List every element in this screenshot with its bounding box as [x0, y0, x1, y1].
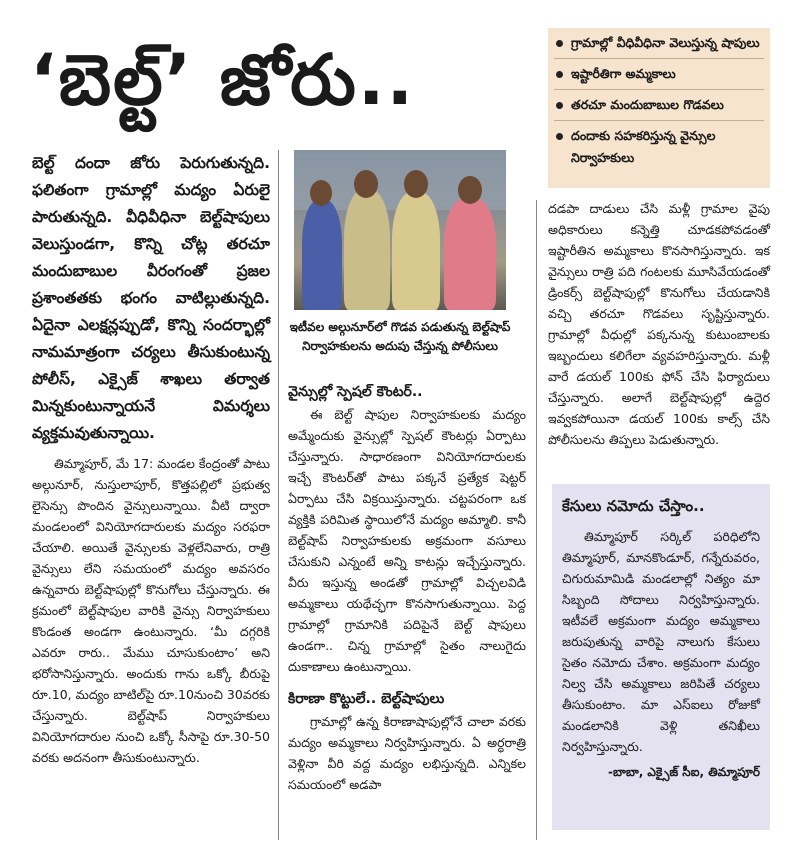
highlight-item — [554, 125, 764, 169]
column-2-paragraph: ఈ బెల్ట్‌ షాపుల నిర్వాహకులకు మద్యం అమ్మేందుకు వైన్సుల్లో స్పెషల్‌ కౌంటర్లు ఏర్పాటు చేస్తున్నారు. సాధారణంగా వినియోగదారులకు ఇచ్చే కౌంటర్‌తో పాటు పక్కనే ప్రత్యేక షెట్టర్‌ ఏర్పాటు చేసి విక్రయిస్తున్నారు. చట్టపరంగా ఒక వ్యక్తికి పరిమిత స్థాయిలోనే మద్యం అమ్మాలి. కానీ బెల్ట్‌షాప్‌ నిర్వాహకులకు అక్రమంగా వసూలు చేసుకుని ఎన్నంటే అన్ని కాటన్లు ఇచ్చేస్తున్నారు. వీరు ఇస్తున్న అండతో గ్రామాల్లో విచ్చలవిడి అమ్మకాలు యథేచ్ఛగా కొనసాగుతున్నాయి. పెద్ద గ్రామాల్లో గ్రామానికి పదిపైనే బెల్ట్‌ షాపులు ఉండగా.. చిన్న గ్రామాల్లో సైతం నాలుగైదు దుకాణాలు ఉంటున్నాయి. — [288, 407, 526, 674]
column-2 — [288, 380, 526, 795]
photo-caption: ఇటీవల అల్గునూర్‌లో గొడవ పడుతున్న బెల్ట్‌షాప్‌ నిర్వాహకులను అదుపు చేస్తున్న పోలీసులు — [289, 320, 511, 353]
quote-box — [552, 484, 770, 830]
column-2-paragraph: గ్రామాల్లో ఉన్న కిరాణాషాపుల్లోనే చాలా వరకు మద్యం అమ్మకాలు నిర్వహిస్తున్నారు. ఏ అర్ధరాత్రి వెళ్లినా వీరి వద్ద మద్యం లభిస్తున్నది. ఎన్నికల సమయంలో అడపా — [288, 714, 526, 792]
divider — [554, 120, 764, 121]
column-1-paragraph: తిమ్మాపూర్‌, మే 17: మండల కేంద్రంతో పాటు అల్గునూర్‌, నుస్తులాపూర్‌, కొత్తపల్లిలో ప్రభుత్వ లైసెన్సు పొందిన వైన్సులున్నాయి. వీటి ద్వారా మండలంలో వినియోగదారులకు మద్యం సరఫరా చేయాలి. అయితే వైన్సులకు వెళ్లలేనివారు, రాత్రి వైన్సులు లేని సమయంలో మద్యం అవసరం ఉన్నవారు బెల్ట్‌షాపుల్లో కొనుగోలు చేస్తున్నారు. ఈ క్రమంలో బెల్ట్‌షాపుల వారికి వైన్సు నిర్వాహకులు కొండంత అండగా ఉంటున్నారు. ‘మీ దగ్గరికి ఎవరూ రారు.. మేము చూసుకుంటాం’ అని భరోసానిస్తున్నారు. అందుకు గాను ఒక్కో బీరుపై రూ.10, మద్యం బాటిల్‌పై రూ.10నుంచి 30వరకు చేస్తున్నారు. బెల్ట్‌షాప్‌ నిర్వాహకులు వినియోగదారుల నుంచి ఒక్కో సీసాపై రూ.30-50 వరకు అదనంగా తీసుకుంటున్నారు. — [32, 456, 270, 765]
highlight-text: తరచూ మందుబాబుల గొడవలు — [571, 97, 724, 112]
box-title: కేసులు నమోదు చేస్తాం.. — [562, 497, 705, 515]
highlights-box — [548, 28, 770, 188]
subheading: వైన్సుల్లో స్పెషల్‌ కౌంటర్‌.. — [288, 384, 423, 400]
subheading: కిరాణా కొట్టులే.. బెల్ట్‌షాపులు — [288, 691, 445, 707]
column-3-paragraph: దడపా దాడులు చేసి మళ్లీ గ్రామాల వైపు అధికారులు కన్నెత్తి చూడకపోవడంతో ఇష్టారీతిన అమ్మకాలు కొనసాగిస్తున్నారు. ఇక వైన్సులు రాత్రి పది గంటలకు మూసివేయడంతో డ్రింకర్స్‌ బెల్ట్‌షాపుల్లో కొనుగోలు చేయడానికి వచ్చి తరచూ గొడవలు సృష్టిస్తున్నారు. గ్రామాల్లో వీధుల్లో పక్కనున్న కుటుంబాలకు ఇబ్బందులు కలిగేలా వ్యవహరిస్తున్నారు. మళ్లీ వారే డయల్‌ 100కు ఫోన్‌ చేసి ఫిర్యాదులు చేస్తున్నారు. అలాగే బెల్ట్‌షాపుల్లో ఉద్దెర ఇవ్వకపోయినా డయల్‌ 100కు కాల్స్‌ చేసి పోలీసులను తిప్పలు పెడుతున్నారు. — [548, 201, 770, 447]
highlight-text: గ్రామాల్లో వీధివీధినా వెలుస్తున్న షాపులు — [571, 35, 760, 50]
column-3 — [548, 198, 770, 450]
news-photo — [294, 150, 506, 310]
highlight-item — [554, 63, 764, 85]
highlight-text: దందాకు సహకరిస్తున్న వైన్సుల నిర్వాహకులు — [571, 128, 716, 165]
bullet-icon — [556, 102, 563, 109]
bullet-icon — [556, 40, 563, 47]
column-divider — [536, 200, 537, 840]
bullet-icon — [556, 133, 563, 140]
box-paragraph: తిమ్మాపూర్‌ సర్కిల్‌ పరిధిలోని తిమ్మాపూర్‌, మానకొండూర్‌, గన్నేరువరం, చిగురుమామిడి మండలాల్లో నిత్యం మా సిబ్బంది సోదాలు నిర్వహిస్తున్నారు. ఇటీవలే అక్రమంగా మద్యం అమ్మకాలు జరుపుతున్న వారిపై నాలుగు కేసులు సైతం నమోదు చేశాం. అక్రమంగా మద్యం నిల్వ చేసి అమ్మకాలు జరిపితే చర్యలు తీసుకుంటాం. మా ఎస్‌ఐలు రోజుకో మండలానికి వెళ్లి తనిఖీలు నిర్వహిస్తున్నారు. — [562, 529, 760, 754]
divider — [554, 58, 764, 59]
divider — [554, 89, 764, 90]
lead-paragraph: బెల్ట్‌ దందా జోరు పెరుగుతున్నది. ఫలితంగా గ్రామాల్లో మద్యం ఏరులై పారుతున్నది. వీధివీధినా బెల్ట్‌షాపులు వెలుస్తుండగా, కొన్ని చోట్ల తరచూ మందుబాబుల వీరంగంతో ప్రజల ప్రశాంతతకు భంగం వాటిల్లుతున్నది. ఏదైనా ఎలక్షన్లప్పుడో, కొన్ని సందర్భాల్లో నామమాత్రంగా చర్యలు తీసుకుంటున్న పోలీస్‌, ఎక్సైజ్‌ శాఖలు తర్వాత మిన్నకుంటున్నాయనే విమర్శలు వ్యక్తమవుతున్నాయి. — [32, 154, 270, 442]
highlight-item — [554, 94, 764, 116]
box-signature: -బాబా, ఎక్సైజ్‌ సీఐ, తిమ్మాపూర్‌ — [607, 765, 760, 779]
highlight-item — [554, 32, 764, 54]
bullet-icon — [556, 71, 563, 78]
highlight-text: ఇష్టారీతిగా అమ్మకాలు — [571, 66, 676, 81]
column-divider — [278, 150, 279, 840]
headline: ‘బెల్ట్‌’ జోరు.. — [30, 39, 416, 121]
column-1 — [32, 150, 270, 768]
